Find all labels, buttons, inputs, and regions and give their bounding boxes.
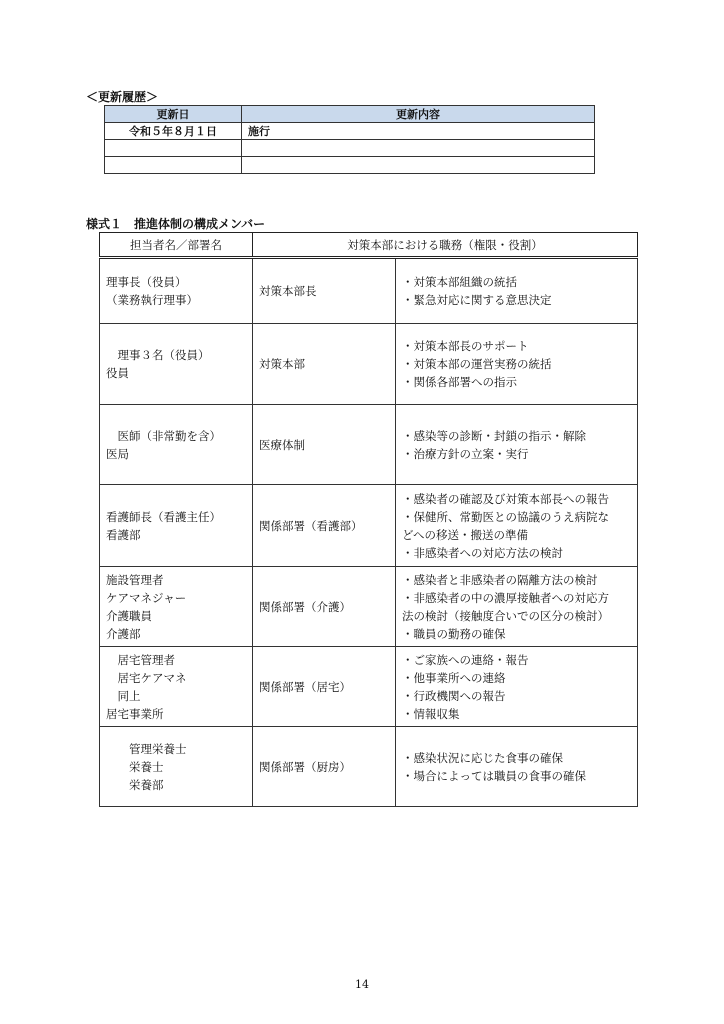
history-date-cell: 令和５年８月１日	[105, 123, 242, 140]
table-row	[100, 405, 638, 485]
history-content-cell: 施行	[242, 123, 595, 140]
duties-cell	[396, 567, 638, 647]
duties-cell	[396, 258, 638, 324]
duties-text: ・ご家族への連絡・報告 ・他事業所への連絡 ・行政機関への報告 ・情報収集	[402, 652, 529, 721]
table-row	[100, 727, 638, 807]
history-date-cell	[105, 140, 242, 157]
dept-cell	[253, 647, 396, 727]
history-date-cell	[105, 157, 242, 174]
members-table	[99, 232, 638, 807]
form-title: 様式１ 推進体制の構成メンバー	[86, 217, 266, 231]
table-row	[100, 567, 638, 647]
person-text: 医師（非常勤を含） 医局	[106, 428, 221, 461]
table-row	[105, 157, 595, 174]
page-number: 14	[355, 978, 369, 991]
person-cell	[100, 324, 253, 405]
history-content-cell	[242, 140, 595, 157]
history-table	[104, 105, 595, 174]
duties-cell	[396, 324, 638, 405]
table-row	[100, 647, 638, 727]
table-row	[105, 140, 595, 157]
members-header-row	[100, 233, 638, 258]
person-cell	[100, 485, 253, 567]
dept-text: 関係部署（看護部）	[259, 518, 363, 533]
duties-cell	[396, 647, 638, 727]
duties-text: ・感染者と非感染者の隔離方法の検討 ・非感染者の中の濃厚接触者への対応方 法の検討（接触度合いでの区分の検討） ・職員の勤務の確保	[402, 572, 609, 641]
members-header-duties: 対策本部における職務（権限・役割）	[253, 233, 638, 258]
dept-text: 関係部署（介護）	[259, 599, 351, 614]
dept-cell	[253, 727, 396, 807]
dept-text: 対策本部	[259, 357, 305, 371]
person-text: 管理栄養士 栄養士 栄養部	[128, 741, 187, 792]
person-text: 居宅管理者 居宅ケアマネ 同上 居宅事業所	[106, 652, 187, 721]
dept-cell	[253, 324, 396, 405]
dept-text: 関係部署（居宅）	[259, 679, 351, 694]
person-cell	[100, 647, 253, 727]
duties-text: ・感染者の確認及び対策本部長への報告 ・保健所、常勤医との協議のうえ病院な どへの移送・搬送の準備 ・非感染者への対応方法の検討	[402, 491, 609, 560]
members-header-person: 担当者名／部署名	[100, 233, 253, 258]
person-text: 施設管理者 ケアマネジャー 介護職員 介護部	[106, 572, 187, 641]
duties-cell	[396, 727, 638, 807]
person-text: 看護師長（看護主任） 看護部	[106, 509, 221, 542]
dept-cell	[253, 405, 396, 485]
history-header-row	[105, 106, 595, 123]
person-text: 理事３名（役員） 役員	[106, 348, 210, 380]
history-title: ＜更新履歴＞	[86, 90, 159, 104]
table-row	[100, 258, 638, 324]
table-row	[105, 123, 595, 140]
duties-cell	[396, 405, 638, 485]
dept-cell	[253, 258, 396, 324]
person-cell	[100, 405, 253, 485]
table-row	[100, 324, 638, 405]
dept-cell	[253, 485, 396, 567]
duties-text: ・対策本部長のサポート ・対策本部の運営実務の統括 ・関係各部署への指示	[402, 339, 552, 389]
dept-text: 対策本部長	[259, 284, 317, 298]
duties-text: ・感染状況に応じた食事の確保 ・場合によっては職員の食事の確保	[402, 750, 586, 783]
person-cell	[100, 567, 253, 647]
dept-cell	[253, 567, 396, 647]
person-cell	[100, 727, 253, 807]
history-header-date: 更新日	[105, 106, 242, 123]
history-header-content: 更新内容	[242, 106, 595, 123]
dept-text: 関係部署（厨房）	[259, 759, 351, 774]
duties-cell	[396, 485, 638, 567]
table-row	[100, 485, 638, 567]
dept-text: 医療体制	[259, 437, 305, 452]
history-content-cell	[242, 157, 595, 174]
person-cell	[100, 258, 253, 324]
duties-text: ・感染等の診断・封鎖の指示・解除 ・治療方針の立案・実行	[402, 428, 586, 461]
person-text: 理事長（役員） （業務執行理事）	[106, 275, 198, 307]
duties-text: ・対策本部組織の統括 ・緊急対応に関する意思決定	[402, 275, 552, 307]
